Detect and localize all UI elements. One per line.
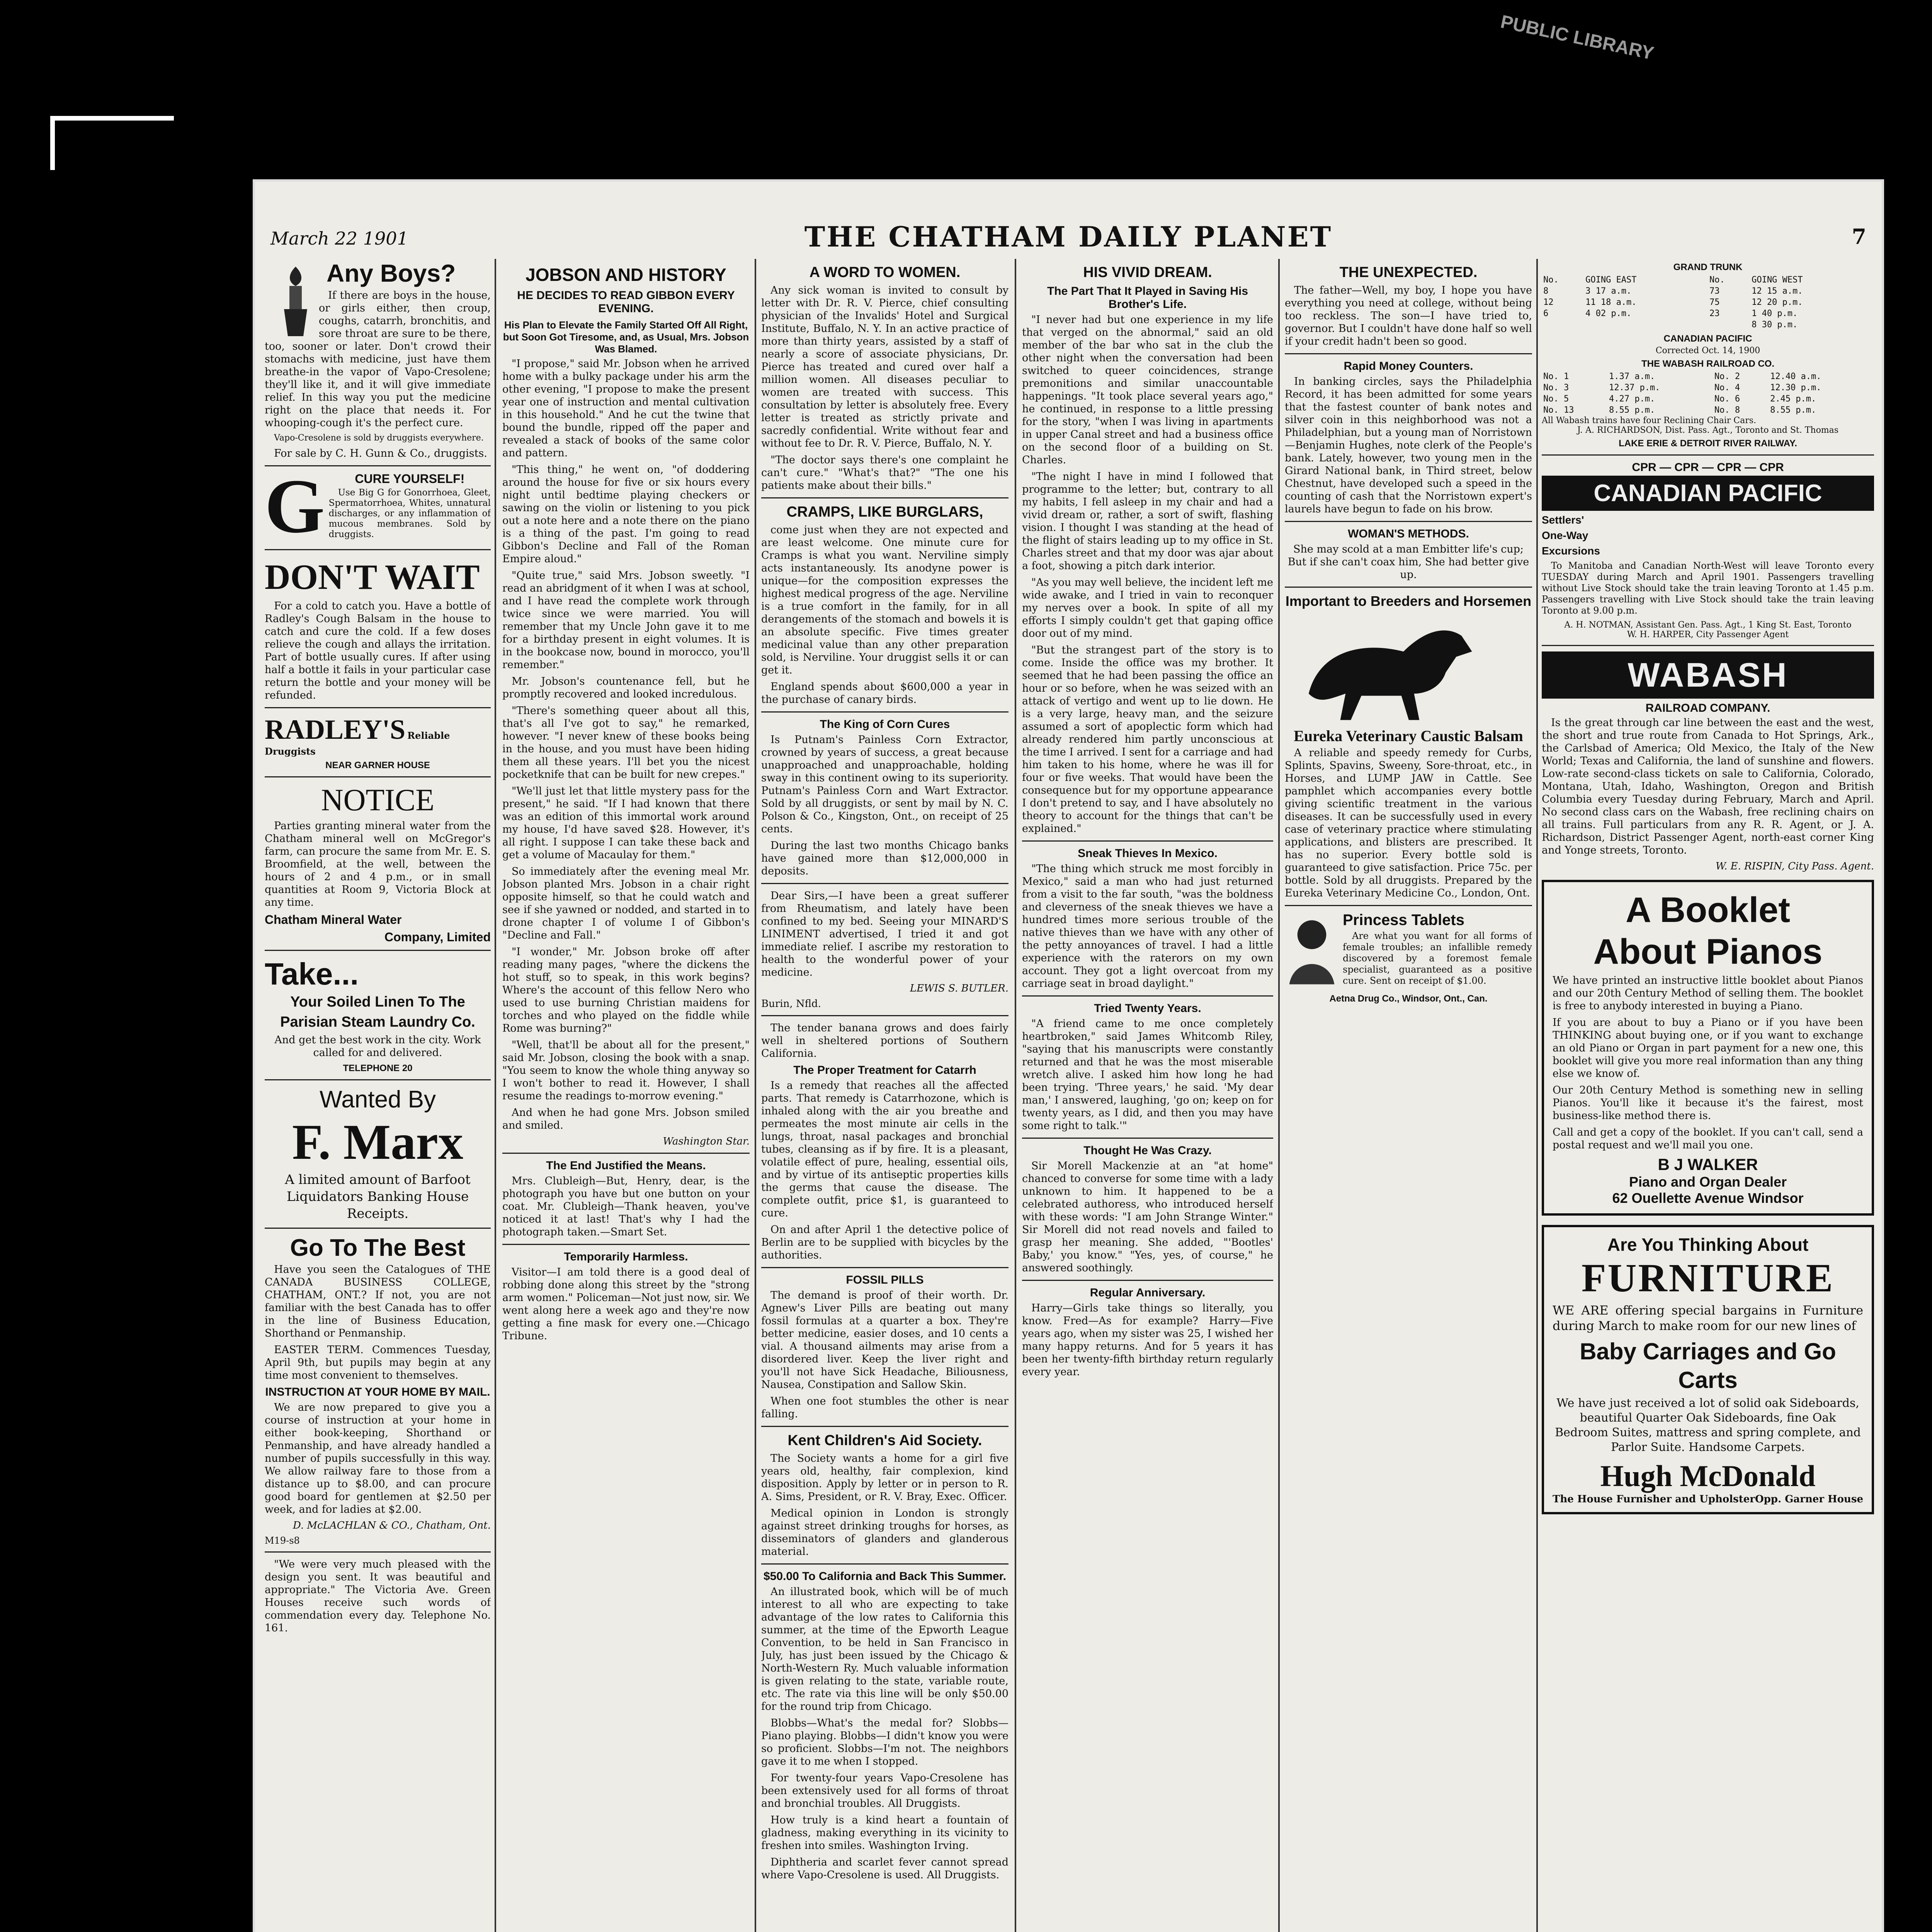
ad-title: Important to Breeders and Horsemen <box>1285 593 1532 609</box>
vaporizer-lamp-icon <box>272 263 319 340</box>
article-paragraph: When one foot stumbles the other is near falling. <box>761 1395 1009 1420</box>
table-cell <box>1708 319 1750 330</box>
ad-any-boys <box>265 259 491 460</box>
article-title: The Proper Treatment for Catarrh <box>793 1064 976 1077</box>
article-paragraph: The demand is proof of their worth. Dr. Agnew's Liver Pills are beating out many fossil formulas at a quarter a box. They're better medicine, easier doses, and 10 cents a vial. A thousand ailments may arise from a disordered liver. Keep the liver right and you'll not have Sick Headache, Biliousness, Nausea, Constipation and Sallow Skin. <box>761 1289 1009 1391</box>
ad-body: We have just received a lot of solid oak Sideboards, beautiful Quarter Oak Sideboards, fine Oak Bedroom Suites, mattress and spring complete, and Parlor Suite. Handsome Carpets. <box>1555 1396 1861 1454</box>
ad-fine-print: Vapo-Cresolene is sold by druggists everywhere. <box>274 433 484 443</box>
ad-cpr-excursions <box>1542 461 1874 639</box>
article-paragraph: During the last two months Chicago banks have gained more than $12,000,000 in deposits. <box>761 840 1009 877</box>
ad-signature: Aetna Drug Co., Windsor, Ont., Can. <box>1329 993 1488 1004</box>
article-paragraph: Medical opinion in London is strongly against street drinking troughs for horses, as disseminators of glanders and glanderous material. <box>761 1507 1009 1558</box>
ad-body: Your Soiled Linen To The Parisian Steam Laundry Co. <box>280 994 475 1030</box>
timetable-agent: J. A. RICHARDSON, Dist. Pass. Agt., Toronto and St. Thomas <box>1577 425 1839 435</box>
ad-body: We have printed an instructive little booklet about Pianos and our 20th Century Method of selling them. The booklet is free to anybody interested in buying a Piano. <box>1553 975 1863 1012</box>
newspaper-page <box>255 182 1882 1932</box>
article-paragraph: On and after April 1 the detective police of Berlin are to be supplied with bicycles by the authorities. <box>761 1224 1009 1261</box>
table-cell: No. <box>1543 275 1559 285</box>
ad-footer <box>1553 1493 1863 1505</box>
table-cell: 8.55 p.m. <box>1609 405 1655 415</box>
table-row <box>1542 308 1874 319</box>
ad-body: A limited amount of Barfoot Liquidators Banking House Receipts. <box>285 1172 471 1221</box>
table-cell <box>1542 319 1584 330</box>
column-rule <box>1015 259 1016 1932</box>
article-paragraph: And when he had gone Mrs. Jobson smiled and smiled. <box>502 1107 750 1131</box>
ad-lead: Are You Thinking About <box>1607 1235 1809 1255</box>
column-rule <box>1278 259 1280 1932</box>
article-paragraph: Sir Morell Mackenzie at an "at home" chanced to converse for some time with a lady unknown to him. It happened to be a celebrated authoress, who introduced herself with these words: "I am John Strange Winter." Sir Morell did not read novels and failed to grasp her meaning. She added, "'Bootles' Baby,' you know." "Yes, yes, of course," he answered soothingly. <box>1022 1160 1273 1274</box>
article-paragraph: So immediately after the evening meal Mr. Jobson planted Mrs. Jobson in a chair right opposite himself, so that he could watch and see if she yawned or nodded, and started in to drone chapter I of volume I of Gibbon's "Decline and Fall." <box>502 866 750 941</box>
table-cell: GOING EAST <box>1585 275 1637 285</box>
ad-body: WE ARE offering special bargains in Furniture during March to make room for our new lines of <box>1553 1303 1863 1333</box>
table-row <box>1542 371 1874 382</box>
table-cell: 4 02 p.m. <box>1585 309 1632 318</box>
article-paragraph: In banking circles, says the Philadelphia Record, it has been admitted for some years that the fastest counter of bank notes and silver coin in this neighborhood was not a Philadelphian, but a young man of Norristown—Benjamin Hughes, note clerk of the People's bank. Lately, however, two young men in the Girard National bank, in Third street, below Chestnut, have developed such a speed in the counting of cash that the Norristown expert's laurels have begun to fade on his brow. <box>1285 376 1532 515</box>
article-title: WOMAN'S METHODS. <box>1348 527 1469 540</box>
table-cell: 8.55 p.m. <box>1770 405 1816 415</box>
article-paragraph: Visitor—I am told there is a good deal of robbing done along this street by the "strong arm women." Policeman—Not just now, sir. We went along here a week ago and they're now getting a fine mask for every one.—Chicago Tribune. <box>502 1266 750 1342</box>
ad-title: FURNITURE <box>1581 1256 1835 1300</box>
ad-title: F. Marx <box>292 1114 463 1170</box>
article-title: Regular Anniversary. <box>1090 1286 1206 1299</box>
ad-body: A reliable and speedy remedy for Curbs, Splints, Spavins, Sweeny, Sore-throat, etc., in Horses, and LUMP JAW in Cattle. See pamphlet which accompanies every bottle giving scientific treatment in the various diseases. It can be successfully used in every case of veterinary practice where stimulating applications, and blisters are prescribed. It has no superior. Every bottle sold is guaranteed to give satisfaction. Price 75c. per bottle. Sold by all druggists. Prepared by the Eureka Veterinary Medicine Co., London, Ont. <box>1285 747 1532 899</box>
frame-mark <box>50 116 174 121</box>
table-cell: 8 30 p.m. <box>1752 320 1798 330</box>
table-cell: 12.37 p.m. <box>1609 383 1660 393</box>
page-header <box>255 182 1882 255</box>
ad-radleys <box>265 714 491 771</box>
article-paragraph: "As you may well believe, the incident left me wide awake, and I tried in vain to reconquer my nerves over a book. In spite of all my efforts I simply couldn't get that gaping office door out of my mind. <box>1022 577 1273 639</box>
ad-furniture <box>1542 1225 1874 1514</box>
ad-title: Baby Carriages and Go Carts <box>1580 1338 1836 1393</box>
table-cell: No. <box>1709 275 1725 285</box>
article-deck: His Plan to Elevate the Family Started Off All Right, but Soon Got Tiresome, and, as Usual, Mrs. Jobson Was Blamed. <box>503 319 749 355</box>
ad-body: We are now prepared to give you a course of instruction at your home in either book-keeping, Shorthand or Penmanship, and have already handled a number of pupils successfully in this way. We allow railway fare to those from a distance up to $8.00, and can procure good board for gentlemen at $2.50 per week, and for ladies at $2.00. <box>265 1401 491 1515</box>
article-title: JOBSON AND HISTORY <box>526 265 726 285</box>
ad-agent: W. H. HARPER, City Passenger Agent <box>1627 630 1789 639</box>
table-cell: 2.45 p.m. <box>1770 394 1816 404</box>
article-paragraph: An illustrated book, which will be of much interest to all who are expecting to take advantage of the low rates to California this summer, at the time of the Epworth League Convention, to be held in San Francisco in July, has just been issued by the Chicago & North-Western Ry. Much valuable information is given relating to the state, variable route, etc. The rate via this line will be only $50.00 for the round trip from Chicago. <box>761 1586 1009 1713</box>
table-cell: 12 <box>1543 298 1554 307</box>
list-item: Settlers' <box>1542 514 1584 526</box>
table-cell: GOING WEST <box>1752 275 1803 285</box>
issue-date: March 22 1901 <box>270 228 408 249</box>
ad-title: NOTICE <box>321 783 435 817</box>
column-4 <box>1022 259 1273 1932</box>
ad-body: Parties granting mineral water from the Chatham mineral well on McGregor's farm, can procure the same from Mr. E. S. Broomfield, at the well, between the hours of 2 and 4 p.m., or in small quantities at Room 9, Victoria Block at any time. <box>265 820 491 908</box>
column-5 <box>1285 259 1532 1932</box>
ad-title: CANADIAN PACIFIC <box>1542 476 1874 511</box>
article-paragraph: "The thing which struck me most forcibly in Mexico," said a man who had just returned from a visit to the far south, "was the boldness and cleverness of the sneak thieves we have a hundred times more serious trouble of the native thieves than we have with any other of the petty annoyances of travel. I had a little experience with the raterors on my own account. They got a light overcoat from my carriage seat in broad daylight." <box>1022 863 1273 990</box>
woman-portrait-icon <box>1285 912 1339 985</box>
article-title: $50.00 To California and Back This Summer. <box>764 1570 1006 1583</box>
article-paragraph: "There's something queer about all this, that's all I've got to say," he remarked, however. "I never knew of these books being in the house, and you must have been hiding them all these years. I'll bet you the nicest pocketknife that can be built for new crepes." <box>502 705 750 781</box>
ad-body: Have you seen the Catalogues of THE CANADA BUSINESS COLLEGE, CHATHAM, ONT.? If not, you are not familiar with the best Canada has to offer in the line of Business Education, Shorthand or Penmanship. <box>265 1264 491 1339</box>
table-row <box>1542 297 1874 308</box>
table-cell: 73 <box>1709 286 1720 296</box>
list-item: One-Way <box>1542 529 1588 541</box>
ad-body: Are what you want for all forms of female troubles; an infallible remedy discovered by a foremost female specialist, guaranteed as a positive cure. Sent on receipt of $1.00. <box>1343 930 1532 986</box>
article-paragraph: "Well, that'll be about all for the present," said Mr. Jobson, closing the book with a snap. "You seem to know the whole thing anyway so I won't bother to read it. However, I shall resume the readings to-morrow evening." <box>502 1039 750 1102</box>
article-paragraph: "We'll just let that little mystery pass for the present," he said. "If I had known that there was an edition of this immortal work around my house, I'd have saved $28. However, it's all right. I suppose I can take these back and get a volume of Macaulay for them." <box>502 785 750 861</box>
ad-pianos <box>1542 880 1874 1216</box>
article-paragraph: "I propose," said Mr. Jobson when he arrived home with a bulky package under his arm the other evening, "I propose to make the present year one of instruction and mental cultivation in this household." And he cut the twine that bound the bundle, ripped off the paper and revealed a stack of books of the same color and pattern. <box>502 358 750 459</box>
ad-signature: D. McLACHLAN & CO., Chatham, Ont. <box>293 1520 491 1531</box>
table-row <box>1542 393 1874 405</box>
ad-princess-tablets <box>1285 912 1532 1004</box>
ad-title: DON'T WAIT <box>265 557 480 597</box>
ad-title: Go To The Best <box>290 1235 466 1261</box>
article-subtitle: HE DECIDES TO READ GIBBON EVERY EVENING. <box>517 289 735 315</box>
ad-subtitle: RAILROAD COMPANY. <box>1645 702 1770 714</box>
ad-body: To Manitoba and Canadian North-West will leave Toronto every TUESDAY during March and April 1901. Passengers travelling without Live Stock should take the train leaving Toronto at 1.45 p.m. Passengers travelling with Live Stock should take the train leaving Toronto at 9.00 p.m. <box>1542 560 1874 616</box>
article-title: Kent Children's Aid Society. <box>787 1432 982 1449</box>
article-paragraph: "A friend came to me once completely heartbroken," said James Whitcomb Riley, "saying that his manuscripts were constantly returned and that he was the most miserable wretch alive. I asked him how long he had been trying. 'Three years,' he said. 'My dear man,' I answered, laughing, 'go on; keep on for twenty years, as I did, and then you may have some right to talk.'" <box>1022 1018 1273 1132</box>
table-cell: 12.30 p.m. <box>1770 383 1821 393</box>
ad-fine-print: And get the best work in the city. Work called for and delivered. <box>274 1034 481 1059</box>
article-title: HIS VIVID DREAM. <box>1083 264 1212 281</box>
column-rule <box>1536 259 1538 1932</box>
horse-icon <box>1285 609 1501 725</box>
article-title: Temporarily Harmless. <box>564 1250 688 1263</box>
article-paragraph: Is Putnam's Painless Corn Extractor, crowned by years of success, a great because unapproached and unapproachable, holding sway in this continent owing to its superiority. Putnam's Painless Corn and Wart Extractor. Sold by all druggists, or sent by mail by N. C. Polson & Co., Kingston, Ont., on receipt of 25 cents. <box>761 734 1009 835</box>
ad-eureka-balsam <box>1285 593 1532 900</box>
table-cell <box>1584 319 1708 330</box>
article-paragraph: Is a remedy that reaches all the affected parts. That remedy is Catarrhozone, which is inhaled along with the air you breathe and permeates the most minute air cells in the lungs, throat, nasal packages and bronchial tubes, cleansing as if by fire. It is a pleasant, volatile effect of pure, healing, essential oils, and by virtue of its antiseptic properties kills the germs that cause the disease. The complete outfit, price $1, is guaranteed to cure. <box>761 1080 1009 1219</box>
column-2 <box>502 259 750 1932</box>
ad-body: If there are boys in the house, or girls either, then croup, coughs, catarrh, bronchitis, and sore throat are sure to be there, too, sooner or later. Don't crowd their stomachs with medicine, just have them breathe-in the vapor of Vapo-Cresolene; they'll like it, and it will give immediate relief. In this way you put the medicine right on the place that needs it. For whooping-cough it's the perfect cure. <box>265 289 491 429</box>
grand-trunk-timetable <box>1542 262 1874 449</box>
table-cell: 4.27 p.m. <box>1609 394 1655 404</box>
library-stamp: PUBLIC LIBRARY <box>1498 11 1656 64</box>
ad-signature: W. E. RISPIN, City Pass. Agent. <box>1715 861 1874 872</box>
big-g-logo-icon: G <box>265 464 325 549</box>
table-cell: 12.40 a.m. <box>1770 372 1821 381</box>
table-row <box>1542 274 1874 286</box>
table-cell: 11 18 a.m. <box>1585 298 1637 307</box>
ad-phone: TELEPHONE 20 <box>343 1063 413 1073</box>
cpr-band: CPR — CPR — CPR — CPR <box>1632 461 1784 474</box>
article-paragraph: England spends about $600,000 a year in the purchase of canary birds. <box>761 681 1009 706</box>
ad-body: Call and get a copy of the booklet. If you can't call, send a postal request and we'll mail you one. <box>1553 1126 1863 1151</box>
article-paragraph: "I wonder," Mr. Jobson broke off after reading many pages, "where the dickens the hot stuff, so to speak, in this work begins? Where's the account of this fellow Nero who used to use burning Christian maidens for torches and who played on the fiddle while Rome was burning?" <box>502 946 750 1034</box>
article-paragraph: Harry—Girls take things so literally, you know. Fred—As for example? Harry—Five years ago, when my sister was 25, I wished her many happy returns. And for 5 years it has been her twenty-fifth birthday return regularly every year. <box>1022 1302 1273 1378</box>
ad-tagline: Reliable Druggists <box>265 730 450 757</box>
table-cell: 12 20 p.m. <box>1752 298 1803 307</box>
article-paragraph: The Society wants a home for a girl five years old, healthy, fair complexion, kind disposition. Apply by letter or in person to R. A. Sims, President, or R. V. Bray, Exec. Officer. <box>761 1452 1009 1503</box>
article-paragraph: "But the strangest part of the story is to come. Inside the office was my brother. It seemed that he had been passing the office an hour or so before, when he was seized with an attack of vertigo and went up to lie down. He is a very large, heavy man, and the seizure assumed a sort of apoplectic form which had already rendered him partly unconscious at the time I arrived. I sent for a carriage and had him taken to his home, where he was ill for four or five weeks. That would have been the consequence but for my opportune appearance I don't pretend to say, and I have absolutely no theory to account for the things that can't be explained." <box>1022 644 1273 835</box>
timetable-title: LAKE ERIE & DETROIT RIVER RAILWAY. <box>1619 438 1797 449</box>
ad-subtitle: The House Furnisher and Upholster <box>1553 1493 1755 1505</box>
table-cell: No. 8 <box>1714 405 1740 415</box>
table-cell: 1.37 a.m. <box>1609 372 1655 381</box>
frame-mark <box>50 116 55 170</box>
ad-subtitle: Piano and Organ Dealer <box>1629 1174 1787 1190</box>
ad-lead: Wanted By <box>320 1086 436 1113</box>
article-title: The King of Corn Cures <box>820 718 950 731</box>
ad-title: Take... <box>265 957 359 991</box>
table-cell: No. 5 <box>1543 394 1569 404</box>
article-title: CRAMPS, LIKE BURGLARS, <box>786 504 983 520</box>
table-cell: 8 <box>1543 286 1549 296</box>
table-cell: No. 3 <box>1543 383 1569 393</box>
table-row <box>1542 319 1874 330</box>
page-number: 7 <box>1852 224 1866 249</box>
article-paragraph: "Quite true," said Mrs. Jobson sweetly. "I read an abridgment of it when I was at school, and I have read the complete work through twice since we were married. You will remember that my Uncle John gave it to me for a birthday present in eight volumes. It is in the bookcase now, bound in morocco, you'll remember." <box>502 570 750 671</box>
article-paragraph: Diphtheria and scarlet fever cannot spread where Vapo-Cresolene is used. All Druggists. <box>761 1856 1009 1881</box>
ad-notice <box>265 783 491 944</box>
ad-body: EASTER TERM. Commences Tuesday, April 9th, but pupils may begin at any time most convenient to themselves. <box>265 1344 491 1381</box>
table-cell: 1 40 p.m. <box>1752 309 1798 318</box>
table-cell: 6 <box>1543 309 1549 318</box>
timetable-note: Corrected Oct. 14, 1900 <box>1655 346 1760 355</box>
article-paragraph: Mrs. Clubleigh—But, Henry, dear, is the photograph you have but one button on your coat. Mr. Clubleigh—Thank heaven, you've noticed it at last! That's why I had the photograph taken.—Smart Set. <box>502 1175 750 1238</box>
letter-place: Burin, Nfld. <box>761 998 821 1010</box>
article-source: Washington Star. <box>663 1136 750 1147</box>
ad-name: B J WALKER <box>1658 1155 1758 1173</box>
table-row <box>1542 382 1874 393</box>
article-paragraph: Mr. Jobson's countenance fell, but he promptly recovered and looked incredulous. <box>502 675 750 700</box>
article-paragraph: Dear Sirs,—I have been a great sufferer from Rheumatism, and lately have been confined to my bed. Seeing your MINARD'S LINIMENT advertised, I tried it and got immediate relief. I ascribe my restoration to health to the wonderful power of your medicine. <box>761 890 1009 978</box>
article-paragraph: "The doctor says there's one complaint he can't cure." "What's that?" "The one his patients make about their bills." <box>761 454 1009 492</box>
ad-big-g <box>265 464 491 549</box>
letter-signature: LEWIS S. BUTLER. <box>910 983 1009 994</box>
article-title: Thought He Was Crazy. <box>1083 1144 1212 1157</box>
ad-body: Our 20th Century Method is something new in selling Pianos. You'll like it because it's the fairest, most business-like method there is. <box>1553 1084 1863 1122</box>
column-1 <box>265 259 491 1932</box>
article-title: THE UNEXPECTED. <box>1339 264 1478 281</box>
table-cell: No. 2 <box>1714 372 1740 381</box>
column-6 <box>1542 259 1874 1932</box>
table-row <box>1542 286 1874 297</box>
ad-marx <box>265 1086 491 1222</box>
ad-dont-wait <box>265 556 491 702</box>
table-cell: 12 15 a.m. <box>1752 286 1803 296</box>
article-paragraph: "I never had but one experience in my life that verged on the abnormal," said an old member of the bar who sat in the club the other night when the conversation had been switched to queer coincidences, strange premonitions and similar unaccountable happenings. "It took place several years ago," he continued, in response to a little pressing for the story, "when I was living in apartments in upper Canal street and had a business office on the second floor of a building on St. Charles. <box>1022 314 1273 466</box>
ad-agent: For sale by C. H. Gunn & Co., druggists. <box>274 447 487 459</box>
table-cell: No. 13 <box>1543 405 1574 415</box>
table-cell: No. 1 <box>1543 372 1569 381</box>
ad-body: If you are about to buy a Piano or if you have been THINKING about buying one, or if you want to exchange an old Piano or Organ in part payment for a new one, this booklet will give you more real information than any thing else we know of. <box>1553 1017 1863 1080</box>
ad-title: CURE YOURSELF! <box>355 472 465 486</box>
ad-agent: A. H. NOTMAN, Assistant Gen. Pass. Agt., 1 King St. East, Toronto <box>1564 620 1852 630</box>
table-row <box>1542 405 1874 416</box>
article-title: Sneak Thieves In Mexico. <box>1078 847 1218 860</box>
ad-product-name: Eureka Veterinary Caustic Balsam <box>1294 727 1523 745</box>
ad-title: Princess Tablets <box>1343 912 1464 929</box>
article-title: Rapid Money Counters. <box>1344 360 1473 372</box>
table-cell: No. 4 <box>1714 383 1740 393</box>
ad-subhead: INSTRUCTION AT YOUR HOME BY MAIL. <box>265 1386 490 1398</box>
ad-signature: Chatham Mineral Water <box>265 913 402 927</box>
ad-address: Opp. Garner House <box>1755 1493 1863 1505</box>
ad-wabash <box>1542 651 1874 872</box>
article-paragraph: The father—Well, my boy, I hope you have everything you need at college, without being too reckless. The son—I have tried to, governor. But I couldn't have done half so well if your credit hadn't been so good. <box>1285 284 1532 347</box>
timetable <box>1542 371 1874 416</box>
ad-name: Hugh McDonald <box>1600 1459 1816 1493</box>
ad-list <box>1542 514 1874 557</box>
column-rule <box>755 259 756 1932</box>
column-rule <box>495 259 496 1932</box>
ad-body: Is the great through car line between the east and the west, the short and true route from Canada to Hot Springs, Ark., the Carlsbad of America; Old Mexico, the Italy of the New World; Texas and California, the land of sunshine and flowers. Low-rate second-class tickets on sale to California, Colorado, Montana, Utah, Idaho, Washington, Oregon and British Columbia every Tuesday during February, March and April. No second class cars on the Wabash, free reclining chairs on all trains. Full particulars from any R. R. Agent, or J. A. Richardson, District Passenger Agent, north-east corner King and Yonge streets, Toronto. <box>1542 717 1874 856</box>
timetable-title: GRAND TRUNK <box>1673 262 1743 272</box>
greenhouse-notice: "We were very much pleased with the design you sent. It was beautiful and appropriate." The Victoria Ave. Green Houses receive such words of commendation every day. Telephone No. 161. <box>265 1558 491 1634</box>
masthead: THE CHATHAM DAILY PLANET <box>804 220 1333 253</box>
ad-body: For a cold to catch you. Have a bottle of Radley's Cough Balsam in the house to catch and cure the cold. If a few doses relieve the cough and allays the irritation. Part of bottle usually cures. If after using half a bottle it fails in your particular case return the bottle and your money will be refunded. <box>265 600 491 701</box>
timetable-note: All Wabash trains have four Reclining Chair Cars. <box>1542 416 1757 425</box>
table-cell: 3 17 a.m. <box>1585 286 1632 296</box>
ad-body: Use Big G for Gonorrhoea, Gleet, Spermatorrhoea, Whites, unnatural discharges, or any inflammation of mucous membranes. Sold by druggists. <box>328 488 491 539</box>
table-cell: No. 6 <box>1714 394 1740 404</box>
article-title: The End Justified the Means. <box>546 1159 706 1172</box>
ad-address: NEAR GARNER HOUSE <box>325 760 430 770</box>
list-item: Excursions <box>1542 545 1600 557</box>
article-title: Tried Twenty Years. <box>1094 1002 1201 1015</box>
ad-title: A Booklet <box>1626 890 1790 930</box>
timetable-title: THE WABASH RAILROAD CO. <box>1641 359 1774 369</box>
article-paragraph: How truly is a kind heart a fountain of gladness, making everything in its vicinity to freshen into smiles. Washington Irving. <box>761 1814 1009 1852</box>
article-title: FOSSIL PILLS <box>846 1274 924 1286</box>
article-title: A WORD TO WOMEN. <box>809 264 961 281</box>
ad-laundry <box>265 956 491 1074</box>
table-cell: 75 <box>1709 298 1720 307</box>
article-paragraph: For twenty-four years Vapo-Cresolene has been extensively used for all forms of throat and bronchial troubles. All Druggists. <box>761 1772 1009 1810</box>
poem: She may scold at a man Embitter life's cup; But if she can't coax him, She had better give up. <box>1287 543 1529 581</box>
article-subtitle: The Part That It Played in Saving His Brother's Life. <box>1047 285 1248 311</box>
wabash-logo: WABASH <box>1542 651 1874 699</box>
ad-title: Any Boys? <box>327 259 456 287</box>
article-paragraph: Blobbs—What's the medal for? Slobbs—Piano playing. Blobbs—I didn't know you were so proficient. Slobbs—I'm not. The neighbors gave it to me when I stopped. <box>761 1717 1009 1767</box>
ad-signature: Company, Limited <box>384 930 491 944</box>
timetable-title: CANADIAN PACIFIC <box>1663 333 1752 344</box>
timetable <box>1542 274 1874 330</box>
ad-code: M19-s8 <box>265 1535 300 1546</box>
ad-title: RADLEY'S <box>265 714 406 745</box>
article-paragraph: "This thing," he went on, "of doddering around the house for five or six hours every night until bedtime playing checkers or sawing on the violin or listening to you pick out a note here and a note there on the piano is a thing of the past. I'm going to read Gibbon's Decline and Fall of the Roman Empire aloud." <box>502 464 750 565</box>
column-3 <box>761 259 1009 1932</box>
article-paragraph: Any sick woman is invited to consult by letter with Dr. R. V. Pierce, chief consulting physician of the Invalids' Hotel and Surgical Institute, Buffalo, N. Y. In an active practice of more than thirty years, assisted by a staff of nearly a score of associate physicians, Dr. Pierce has treated and cured over half a million women. All diseases peculiar to women are treated with success. This consultation by letter is absolutely free. Every letter is treated as strictly private and sacredly confidential. Write without fear and without fee to Dr. R. V. Pierce, Buffalo, N. Y. <box>761 284 1009 449</box>
ad-business-college <box>265 1234 491 1546</box>
table-cell: 23 <box>1709 309 1720 318</box>
article-paragraph: come just when they are not expected and are least welcome. One minute cure for Cramps is what you want. Nerviline simply acts instantaneously. Its anodyne power is unique—for the composition expresses the highest medical progress of the age. Nerviline is a true comfort in the family, for in all derangements of the stomach and bowels it is an absolute specific. Five times greater medicinal value than any other preparation sold, is Nerviline. Your druggist sells it or can get it. <box>761 524 1009 676</box>
article-paragraph: "The night I have in mind I followed that programme to the letter; but, contrary to all my habits, I fell asleep in my chair and had a vivid dream or, rather, a sort of swift, flashing vision. I thought I was standing at the head of the flight of stairs leading up to my office in St. Charles street and that my door was ajar about a foot, showing a pitch dark interior. <box>1022 471 1273 572</box>
ad-address: 62 Ouellette Avenue Windsor <box>1612 1190 1804 1206</box>
ad-title: About Pianos <box>1593 932 1823 971</box>
article-paragraph: The tender banana grows and does fairly well in sheltered portions of Southern California. <box>761 1022 1009 1060</box>
